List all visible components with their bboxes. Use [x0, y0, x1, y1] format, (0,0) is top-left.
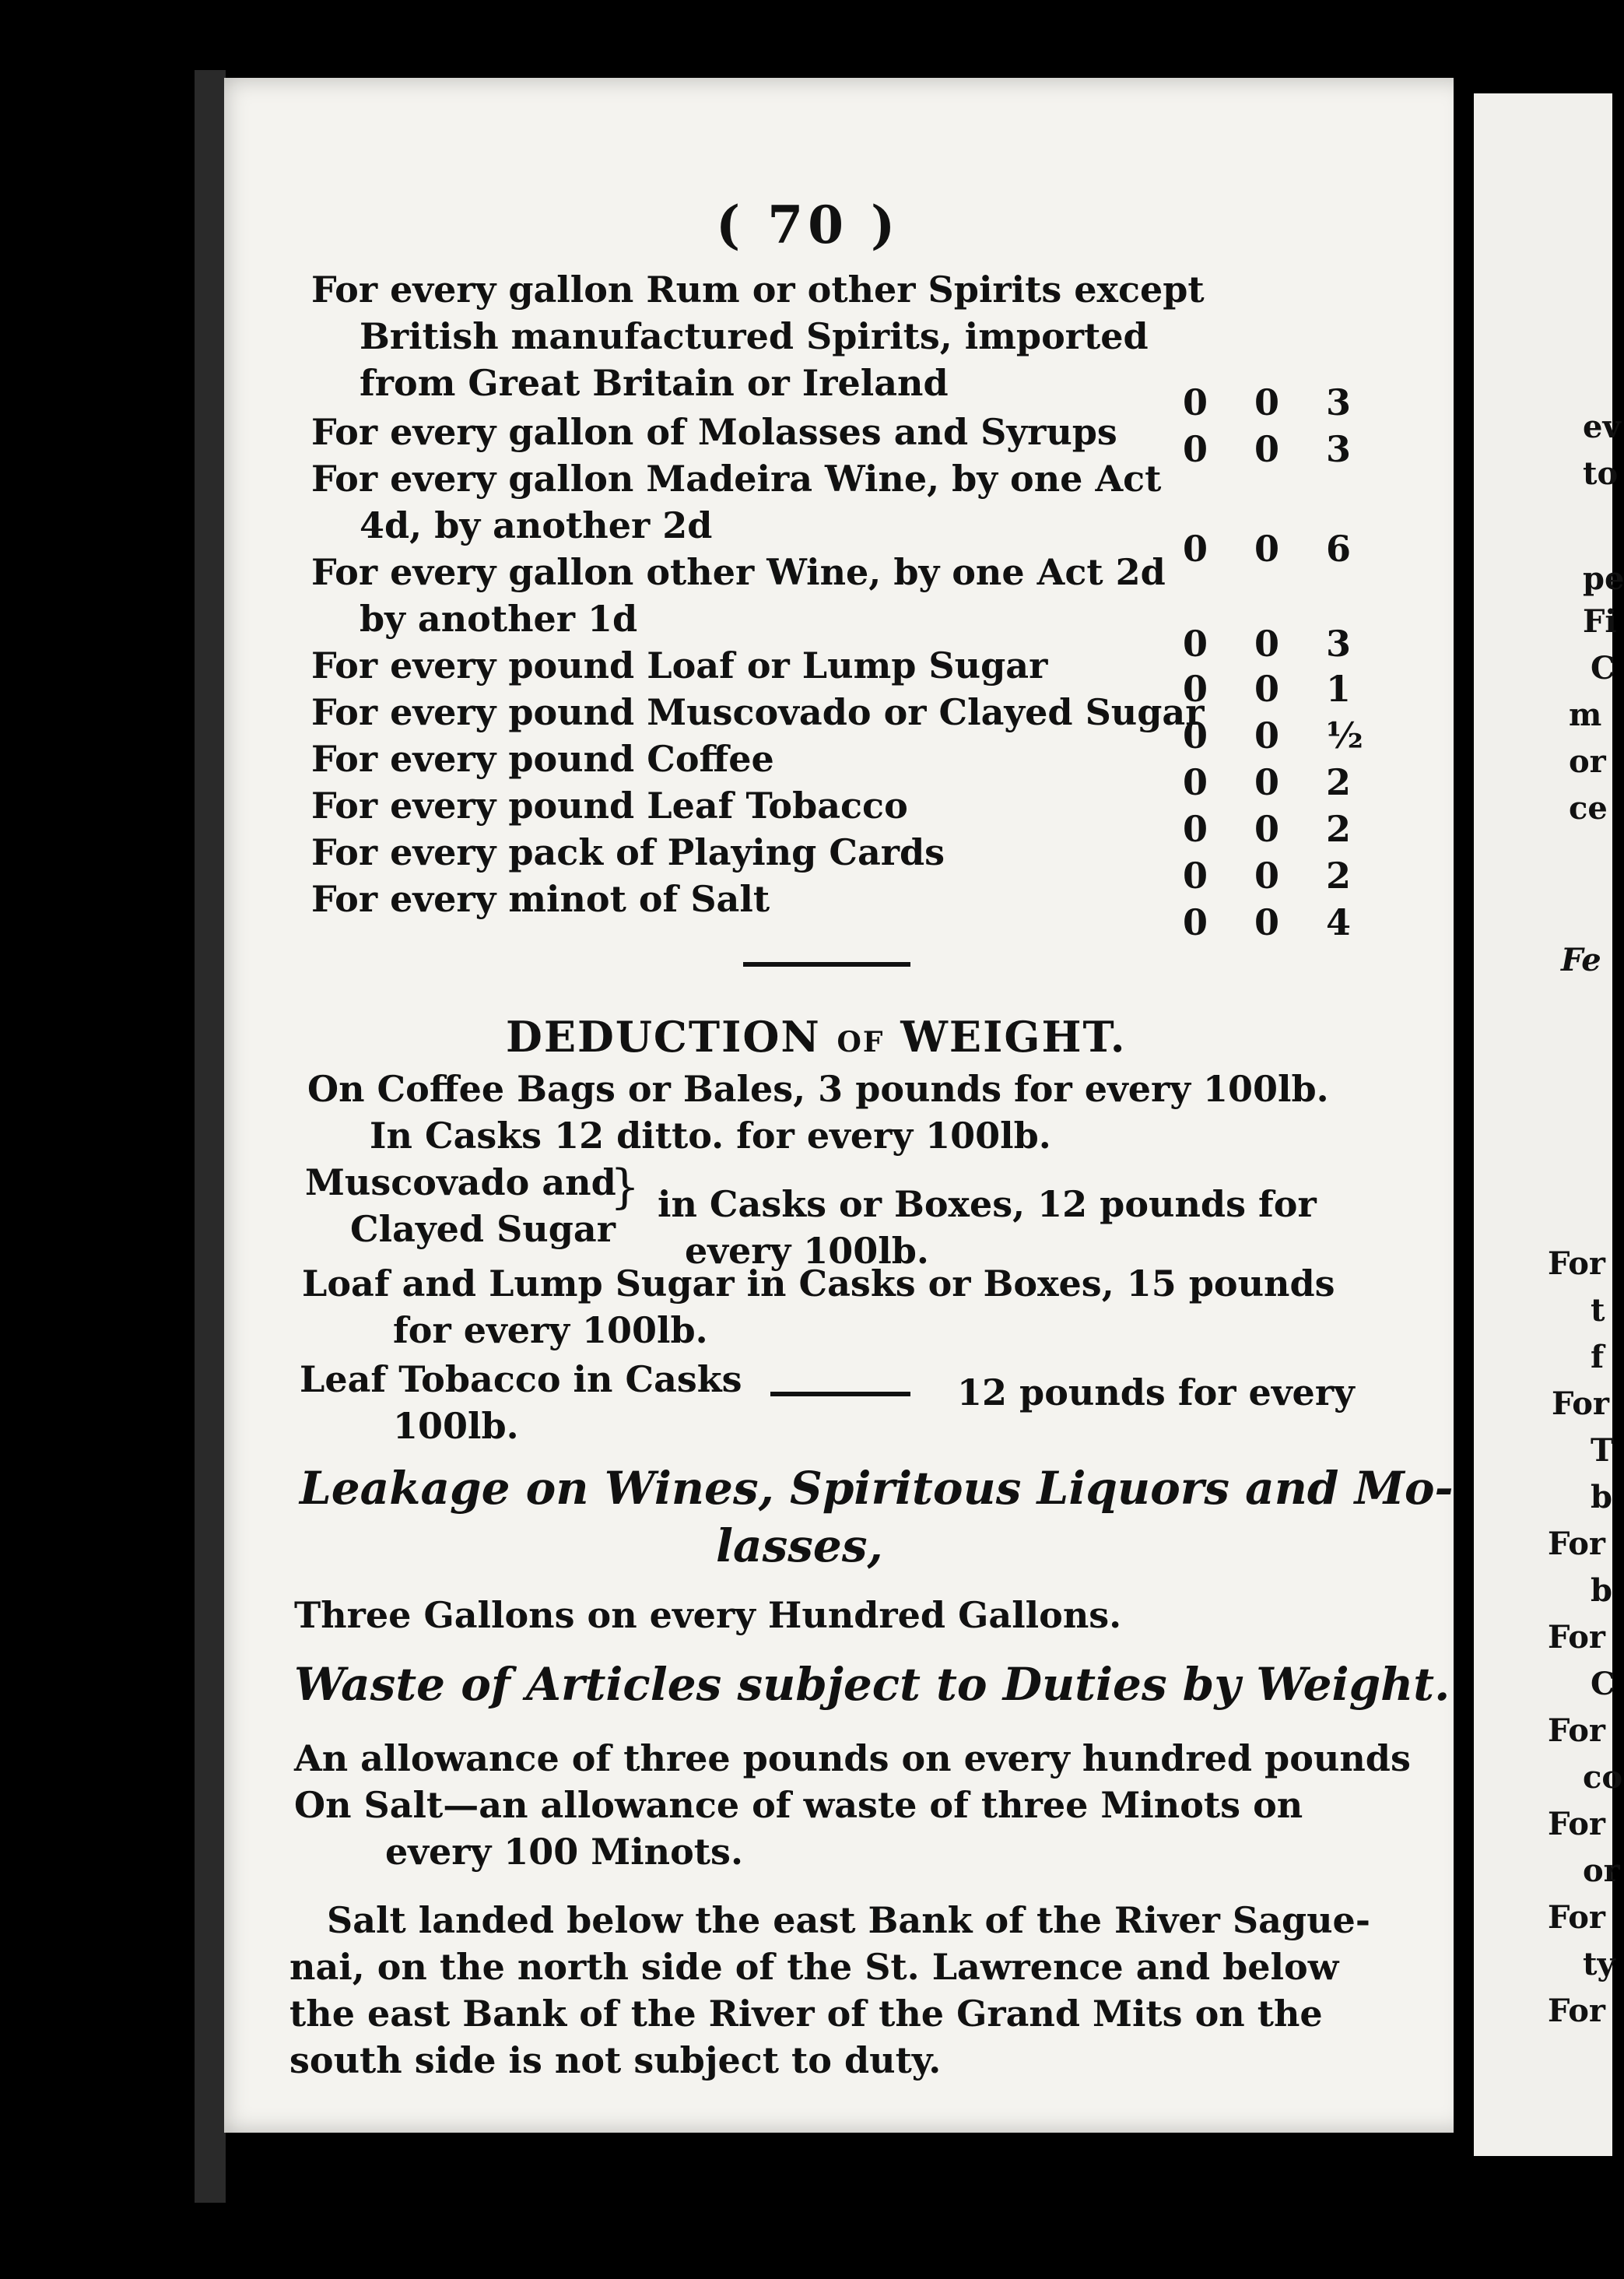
page-number: ( 70 ): [716, 195, 900, 255]
dash-rule: [770, 1392, 910, 1396]
brace-mark: }: [610, 1160, 640, 1214]
facing-fragment: C: [1591, 1666, 1615, 1702]
duty-amount: 0 0 4: [1183, 901, 1369, 943]
facing-fragment: C: [1591, 650, 1615, 687]
salt-note-line: south side is not subject to duty.: [289, 2039, 942, 2081]
duty-amount: 0 0 2: [1183, 761, 1369, 803]
facing-fragment: For: [1548, 1619, 1605, 1656]
heading-word: WEIGHT.: [900, 1012, 1127, 1062]
deduction-line: every 100lb.: [685, 1230, 929, 1272]
facing-fragment: f: [1591, 1339, 1605, 1375]
facing-fragment: T: [1591, 1432, 1614, 1469]
book-gutter: [1454, 78, 1474, 2148]
leakage-heading: Leakage on Wines, Spiritous Liquors and Mo-: [300, 1462, 1454, 1515]
facing-page: [1474, 93, 1624, 2156]
duty-amount: 0 0 ½: [1183, 715, 1381, 757]
facing-fragment: ev: [1583, 409, 1621, 445]
duty-line: 4d, by another 2d: [360, 504, 713, 546]
deduction-line: Clayed Sugar: [350, 1208, 616, 1250]
duty-amount: 0 0 1: [1183, 668, 1369, 710]
deduction-heading: [506, 1012, 1127, 1062]
facing-fragment: For: [1548, 1712, 1605, 1749]
waste-line: An allowance of three pounds on every hundred pounds: [294, 1737, 1411, 1779]
facing-fragment: to: [1583, 455, 1619, 492]
facing-fragment: t: [1591, 1292, 1605, 1329]
deduction-line: 100lb.: [393, 1405, 519, 1447]
salt-note-line: nai, on the north side of the St. Lawrence and below: [289, 1946, 1339, 1988]
salt-note-line: the east Bank of the River of the Grand Mits on the: [289, 1993, 1323, 2035]
facing-fragment: For: [1548, 1526, 1605, 1562]
duty-line: For every pound Coffee: [311, 738, 774, 780]
facing-fragment: b: [1591, 1572, 1612, 1609]
heading-word: OF: [837, 1026, 885, 1059]
duty-amount: 0 0 2: [1183, 855, 1369, 897]
duty-line: For every gallon of Molasses and Syrups: [311, 411, 1117, 453]
deduction-line: in Casks or Boxes, 12 pounds for: [658, 1183, 1317, 1225]
facing-fragment: Fi: [1583, 603, 1617, 640]
duty-amount: 0 0 2: [1183, 808, 1369, 850]
facing-fragment: co: [1583, 1759, 1623, 1796]
duty-line: British manufactured Spirits, imported: [360, 315, 1149, 357]
duty-line: For every pack of Playing Cards: [311, 831, 945, 873]
facing-fragment: ty: [1583, 1946, 1615, 1982]
duty-line: from Great Britain or Ireland: [360, 362, 949, 404]
section-divider: [743, 962, 910, 967]
facing-fragment: ce: [1569, 790, 1608, 827]
duty-line: For every minot of Salt: [311, 878, 770, 920]
duty-line: For every gallon Madeira Wine, by one Act: [311, 458, 1162, 500]
duty-line: by another 1d: [360, 598, 638, 640]
deduction-line: In Casks 12 ditto. for every 100lb.: [370, 1115, 1051, 1157]
facing-fragment: or: [1569, 743, 1606, 780]
leakage-heading: lasses,: [716, 1519, 883, 1572]
facing-fragment: For: [1548, 1245, 1605, 1282]
salt-note-line: Salt landed below the east Bank of the River Sague-: [327, 1899, 1370, 1941]
waste-heading: Waste of Articles subject to Duties by Weight.: [294, 1658, 1450, 1711]
deduction-line: 12 pounds for every: [957, 1371, 1355, 1413]
facing-fragment: For: [1548, 1899, 1605, 1936]
deduction-line: for every 100lb.: [393, 1309, 708, 1351]
duty-amount: 0 0 3: [1183, 623, 1369, 665]
facing-fragment: For: [1552, 1385, 1609, 1422]
duty-amount: 0 0 3: [1183, 428, 1369, 470]
facing-fragment: For: [1548, 1806, 1605, 1842]
facing-fragment: Fe: [1561, 942, 1601, 978]
page-edge: [195, 70, 226, 2203]
duty-amount: 0 0 6: [1183, 528, 1369, 570]
duty-line: For every pound Muscovado or Clayed Sugar: [311, 691, 1205, 733]
deduction-line: Leaf Tobacco in Casks: [300, 1358, 742, 1400]
facing-fragment: For: [1548, 1993, 1605, 2029]
deduction-line: On Coffee Bags or Bales, 3 pounds for every 100lb.: [307, 1068, 1329, 1110]
duty-line: For every gallon other Wine, by one Act 2d: [311, 551, 1166, 593]
deduction-line: Muscovado and: [305, 1161, 616, 1203]
duty-line: For every gallon Rum or other Spirits except: [311, 269, 1205, 311]
duty-line: For every pound Leaf Tobacco: [311, 785, 908, 827]
duty-line: For every pound Loaf or Lump Sugar: [311, 644, 1048, 687]
facing-fragment: pe: [1583, 560, 1624, 597]
facing-fragment: or: [1583, 1852, 1620, 1889]
facing-fragment: b: [1591, 1479, 1612, 1515]
leakage-text: Three Gallons on every Hundred Gallons.: [294, 1594, 1122, 1636]
waste-line: On Salt—an allowance of waste of three Minots on: [294, 1784, 1303, 1826]
waste-line: every 100 Minots.: [385, 1831, 743, 1873]
deduction-line: Loaf and Lump Sugar in Casks or Boxes, 15 pounds: [302, 1262, 1335, 1305]
duty-amount: 0 0 3: [1183, 381, 1369, 423]
facing-fragment: m: [1569, 697, 1602, 733]
heading-word: DEDUCTION: [506, 1012, 821, 1062]
